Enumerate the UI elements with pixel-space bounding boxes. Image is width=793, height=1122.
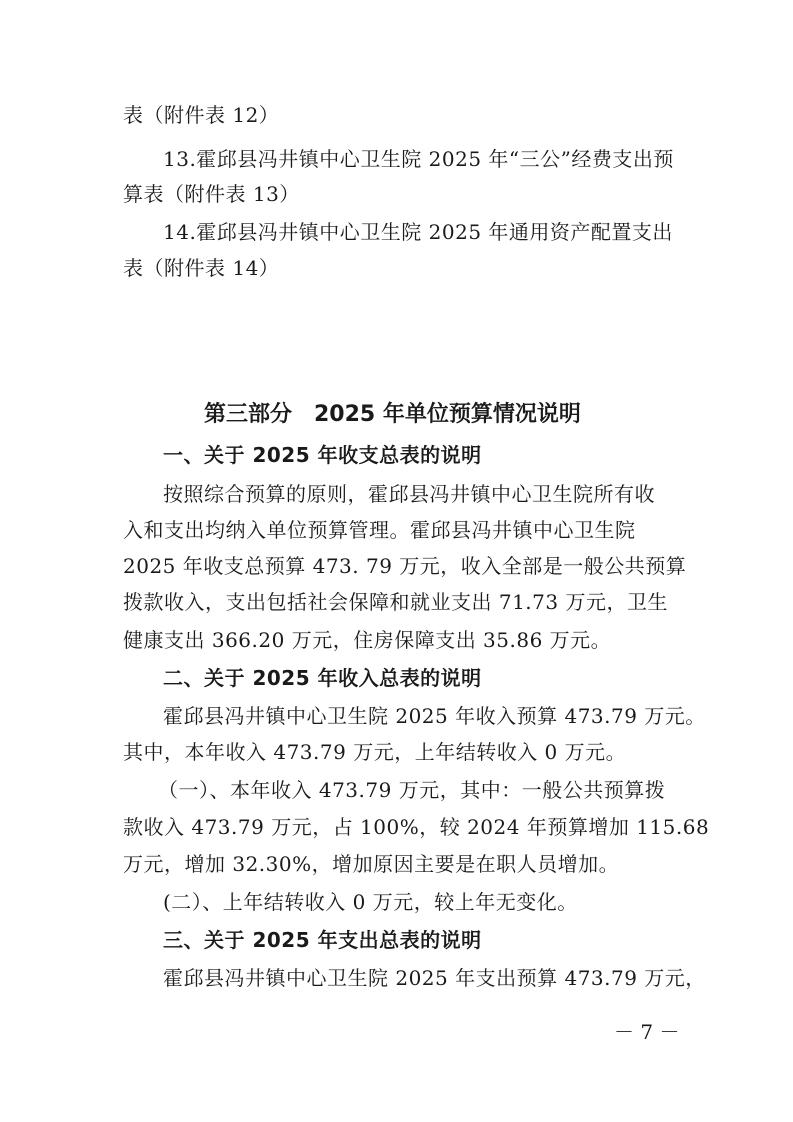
section-heading-1: 一、关于 2025 年收支总表的说明 — [163, 443, 482, 467]
paragraph-line: (二）、上年结转收入 0 万元，较上年无变化。 — [163, 890, 578, 914]
page-number: － 7 － — [614, 1020, 680, 1044]
paragraph-line: 拨款收入，支出包括社会保障和就业支出 71.73 万元，卫生 — [123, 590, 668, 614]
paragraph-line: 款收入 473.79 万元，占 100%，较 2024 年预算增加 115.68 — [123, 815, 710, 839]
paragraph-line: 健康支出 366.20 万元，住房保障支出 35.86 万元。 — [123, 628, 612, 652]
paragraph-line: 按照综合预算的原则，霍邱县冯井镇中心卫生院所有收 — [163, 482, 655, 506]
appendix-item-14-line1: 14.霍邱县冯井镇中心卫生院 2025 年通用资产配置支出 — [163, 220, 673, 244]
section-heading-3: 三、关于 2025 年支出总表的说明 — [163, 928, 482, 952]
section-heading-2: 二、关于 2025 年收入总表的说明 — [163, 666, 482, 690]
appendix-item-14-line2: 表（附件表 14） — [123, 256, 280, 280]
paragraph-line: 万元，增加 32.30%，增加原因主要是在职人员增加。 — [123, 852, 620, 876]
part-title: 第三部分 2025 年单位预算情况说明 — [204, 402, 581, 427]
paragraph-line: （一）、本年收入 473.79 万元，其中：一般公共预算拨 — [158, 778, 666, 802]
appendix-item-12-tail: 表（附件表 12） — [123, 103, 280, 127]
paragraph-line: 其中，本年收入 473.79 万元，上年结转收入 0 万元。 — [123, 740, 627, 764]
paragraph-line: 霍邱县冯井镇中心卫生院 2025 年收入预算 473.79 万元。 — [163, 704, 706, 728]
paragraph-line: 2025 年收支总预算 473. 79 万元，收入全部是一般公共预算 — [123, 554, 687, 578]
paragraph-line: 入和支出均纳入单位预算管理。霍邱县冯井镇中心卫生院 — [123, 518, 636, 542]
appendix-item-13-line1: 13.霍邱县冯井镇中心卫生院 2025 年“三公”经费支出预 — [163, 147, 674, 171]
paragraph-line: 霍邱县冯井镇中心卫生院 2025 年支出预算 473.79 万元， — [163, 966, 706, 990]
appendix-item-13-line2: 算表（附件表 13） — [123, 182, 300, 206]
